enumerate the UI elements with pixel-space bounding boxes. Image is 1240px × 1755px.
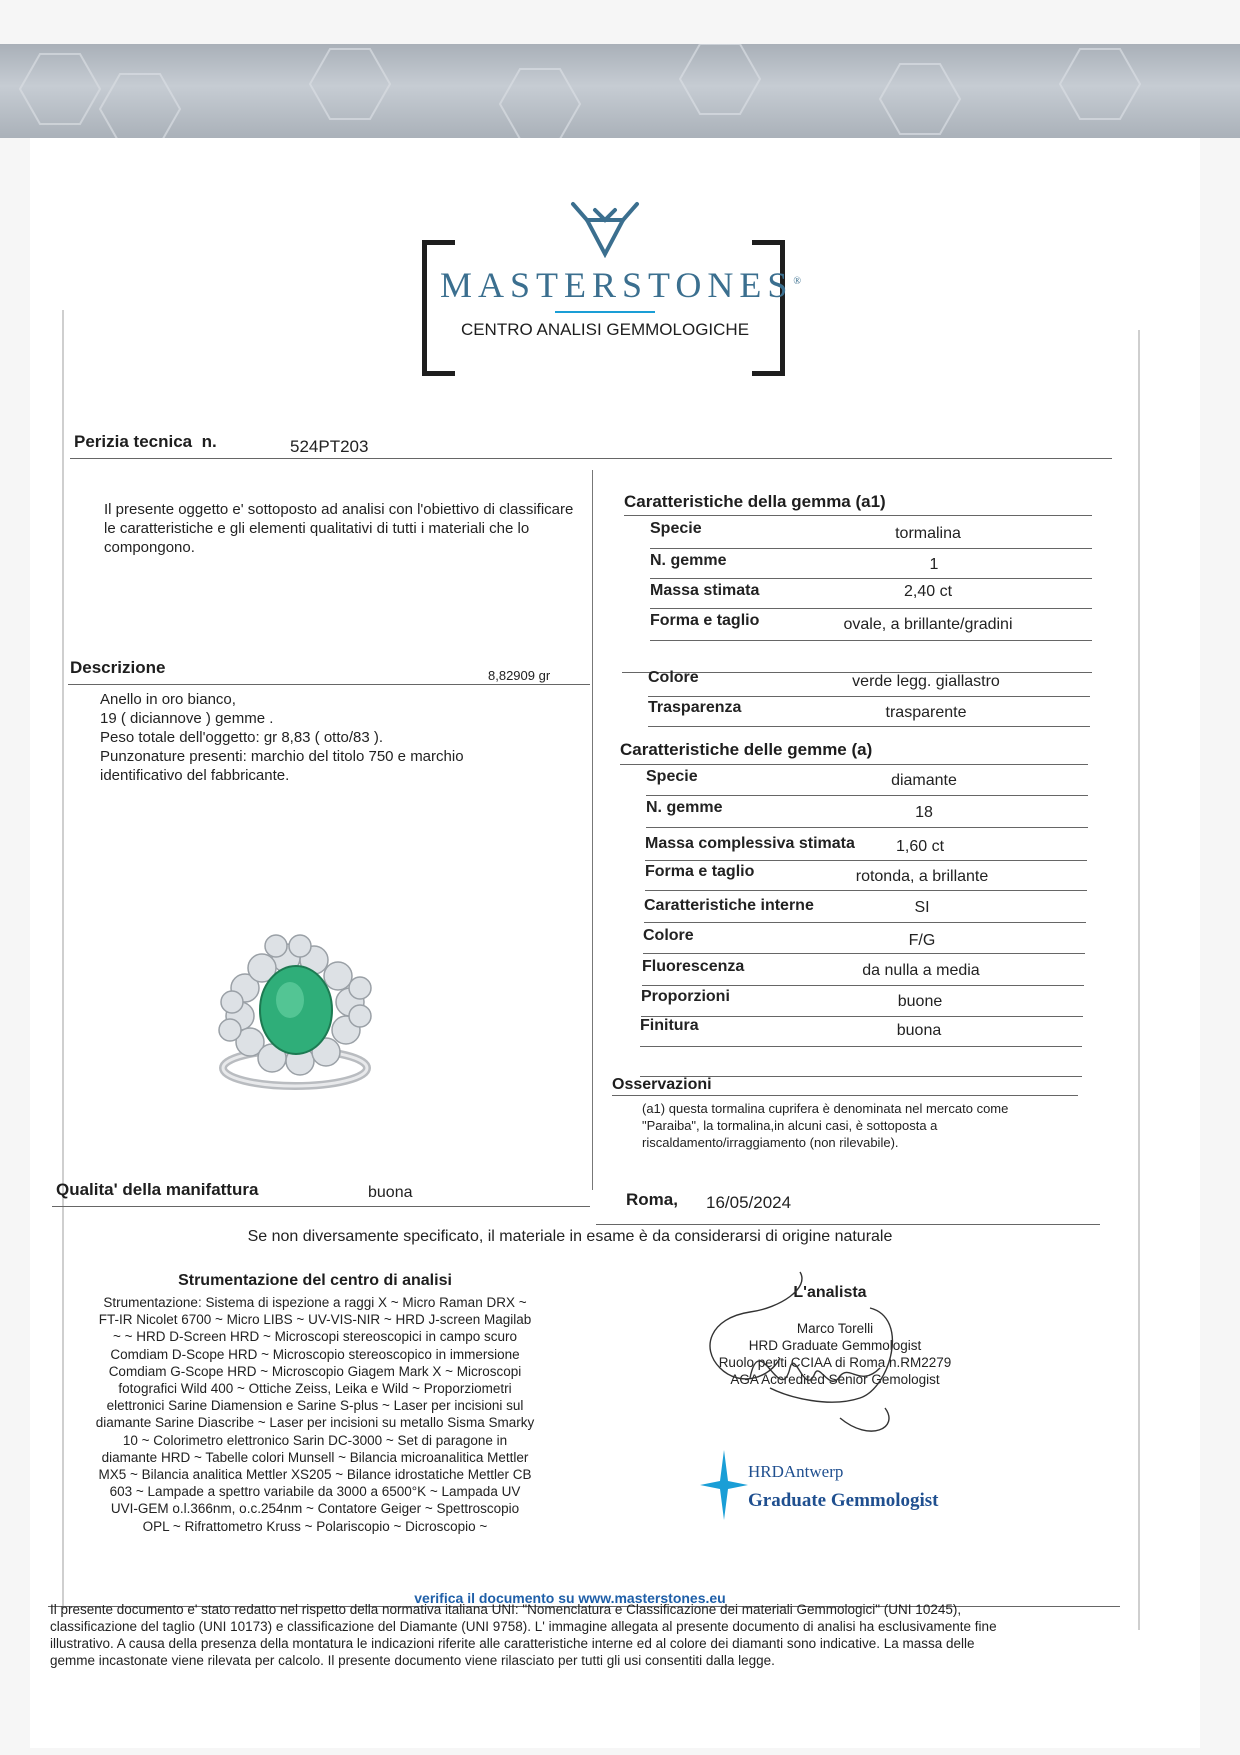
instrument-line: FT-IR Nicolet 6700 ~ Micro LIBS ~ UV-VIS-NIR ~ HRD J-screen Magilab	[98, 1312, 532, 1328]
analyst-line: Ruolo periti CCIAA di Roma n.RM2279	[718, 1355, 952, 1370]
instrument-line: 10 ~ Colorimetro elettronico Sarin DC-3000 ~ Set di paragone in	[122, 1432, 508, 1448]
analyst-title: L'analista	[793, 1284, 867, 1301]
row-rule	[642, 985, 1084, 986]
report-label: Perizia tecnica n.	[74, 432, 217, 451]
header-banner	[0, 44, 1240, 138]
hrd-logo-line1: HRDAntwerp	[748, 1462, 844, 1481]
hexagon-pattern	[0, 44, 1240, 138]
gem-a-species-value: diamante	[891, 772, 957, 789]
gem-a-color-label: Colore	[643, 927, 694, 944]
date-rule	[596, 1224, 1100, 1225]
page-border-right	[1138, 330, 1140, 1630]
footer-line: Il presente documento e' stato redatto nel rispetto della normativa italiana UNI: "Nomenclatura e Classificazione dei materiali Gemmologici" (UNI 10245),	[50, 1602, 962, 1617]
registered-mark: ®	[793, 276, 801, 287]
manufacture-value: buona	[368, 1184, 413, 1201]
gem-a-fluorescence-value: da nulla a media	[862, 962, 980, 979]
gem-a1-cut-value: ovale, a brillante/gradini	[843, 616, 1013, 633]
observations-rule	[612, 1095, 1078, 1096]
hrd-logo-line2: Graduate Gemmologist	[748, 1490, 939, 1511]
intro-text: Il presente oggetto e' sottoposto ad analisi con l'obiettivo di classificare le caratteristiche e gli elementi qualitativi di tutti i materiali che lo compongono.	[104, 501, 574, 556]
description-line: 19 ( diciannove ) gemme .	[100, 710, 274, 727]
verify-link[interactable]: verifica il documento su www.masterstones.eu	[414, 1590, 726, 1606]
brand-subtitle: CENTRO ANALISI GEMMOLOGICHE	[460, 320, 750, 339]
gem-a1-mass-value: 2,40 ct	[903, 583, 953, 600]
ring-photo	[210, 918, 380, 1098]
footer-line: classificazione del taglio (UNI 10173) e classificazione del Diamante (UNI 9758). L' immagine allegata al presente documento di analisi ha esclusivamente fine	[50, 1619, 997, 1634]
description-rule	[68, 684, 590, 685]
logo-bracket-right	[752, 240, 785, 376]
observation-line: riscaldamento/irraggiamento (non rilevabile).	[642, 1135, 899, 1150]
gem-a-count-value: 18	[915, 804, 933, 821]
instrument-line: Comdiam D-Scope HRD ~ Microscopio stereoscopico in immersione	[110, 1346, 520, 1362]
instrument-line: 603 ~ Lampade a spettro variabile da 3000 a 6500°K ~ Lampada UV	[109, 1484, 521, 1500]
row-rule	[641, 1016, 1083, 1017]
instrument-line: fotografici Wild 400 ~ Ottiche Zeiss, Leika e Wild ~ Proporziometri	[118, 1381, 512, 1397]
description-line: Peso totale dell'oggetto: gr 8,83 ( otto/83 ).	[100, 729, 384, 746]
brand-underline	[555, 311, 655, 313]
gem-a-proportions-label: Proporzioni	[641, 988, 730, 1005]
instrument-line: Comdiam G-Scope HRD ~ Microscopio Giagem Mark X ~ Microscopi	[108, 1363, 522, 1379]
place-label: Roma,	[626, 1190, 678, 1209]
gem-a1-rule	[624, 515, 1092, 516]
row-rule	[650, 608, 1092, 609]
hrd-star-icon	[700, 1450, 748, 1520]
gem-a1-color-label: Colore	[648, 669, 699, 686]
report-number: 524PT203	[290, 437, 369, 456]
observations-title: Osservazioni	[612, 1076, 712, 1093]
gem-a-mass-label: Massa complessiva stimata	[645, 835, 855, 852]
instrument-line: OPL ~ Rifrattometro Kruss ~ Polariscopio ~ Dicroscopio ~	[142, 1518, 488, 1534]
instrument-line: diamante HRD ~ Tabelle colori Munsell ~ Bilancia microanalitica Mettler	[101, 1449, 529, 1465]
row-rule	[643, 953, 1085, 954]
instrument-line: MX5 ~ Bilancia analitica Mettler XS205 ~ Bilance idrostatiche Mettler CB	[98, 1467, 532, 1483]
gem-a-rule	[620, 764, 1088, 765]
observation-line: (a1) questa tormalina cuprifera è denominata nel mercato come	[642, 1101, 1009, 1116]
row-rule	[648, 696, 1090, 697]
instrument-line: elettronici Sarine Diamension e Sarine S-plus ~ Laser per incisioni sul	[106, 1398, 524, 1414]
description-line: identificativo del fabbricante.	[100, 767, 290, 784]
row-rule	[650, 548, 1092, 549]
footer-legal	[50, 1601, 1130, 1683]
origin-note: Se non diversamente specificato, il materiale in esame è da considerarsi di origine naturale	[247, 1228, 893, 1245]
analyst-line: HRD Graduate Gemmologist	[748, 1338, 922, 1353]
gem-a1-count-value: 1	[929, 556, 939, 573]
instrument-line: Strumentazione: Sistema di ispezione a raggi X ~ Micro Raman DRX ~	[103, 1295, 527, 1310]
gem-a1-count-label: N. gemme	[650, 552, 727, 569]
instruments-title: Strumentazione del centro di analisi	[178, 1272, 452, 1289]
description-body	[100, 690, 464, 785]
header-rule	[70, 458, 1112, 459]
row-rule	[650, 578, 1092, 579]
row-rule	[645, 890, 1087, 891]
footer-line: gemme incastonate viene rilevata per calcolo. Il presente documento viene rilasciato per tutti gli usi consentiti dalla legge.	[50, 1653, 775, 1668]
gem-a-color-value: F/G	[908, 932, 936, 949]
observation-line: "Paraiba", la tormalina,in alcuni casi, è sottoposta a	[642, 1118, 938, 1133]
gem-a1-color-value: verde legg. giallastro	[852, 673, 1000, 690]
row-rule	[646, 827, 1088, 828]
gem-a-cut-label: Forma e taglio	[645, 863, 755, 880]
row-rule	[648, 726, 1090, 727]
instrument-line: ~ ~ HRD D-Screen HRD ~ Microscopi stereoscopici in campo scuro	[112, 1329, 517, 1345]
gem-a-species-label: Specie	[646, 768, 698, 785]
instrument-line: diamante Sarine Diascribe ~ Laser per incisioni su metallo Sisma Smarky	[95, 1415, 535, 1431]
gem-a1-transparency-label: Trasparenza	[648, 699, 742, 716]
description-weight: 8,82909 gr	[488, 668, 551, 683]
manufacture-rule	[52, 1206, 590, 1207]
row-rule	[644, 922, 1086, 923]
brand-wordmark: MASTERSTONES®	[440, 265, 801, 305]
description-line: Punzonature presenti: marchio del titolo 750 e marchio	[100, 748, 464, 765]
analyst-line: Marco Torelli	[796, 1321, 874, 1336]
analyst-signature	[690, 1268, 950, 1448]
report-date: 16/05/2024	[706, 1193, 792, 1212]
manufacture-label: Qualita' della manifattura	[56, 1180, 259, 1199]
gem-a-clarity-label: Caratteristiche interne	[644, 897, 814, 914]
row-rule	[650, 640, 1092, 641]
gem-a-finish-value: buona	[896, 1022, 942, 1039]
gem-a-clarity-value: SI	[914, 899, 930, 916]
logo-bracket-left	[422, 240, 455, 376]
gem-a-proportions-value: buone	[897, 993, 943, 1010]
masterstones-logo-icon	[565, 198, 645, 258]
gem-a-title: Caratteristiche delle gemme (a)	[620, 740, 873, 759]
gem-a-finish-label: Finitura	[640, 1017, 699, 1034]
row-rule	[640, 1046, 1082, 1047]
gem-a1-species-value: tormalina	[895, 525, 961, 542]
column-divider	[592, 470, 593, 1190]
description-line: Anello in oro bianco,	[100, 691, 236, 708]
description-title: Descrizione	[70, 658, 166, 677]
instruments-list	[52, 1294, 578, 1535]
gem-a1-species-label: Specie	[650, 520, 702, 537]
footer-line: illustrativo. A causa della presenza della montatura le indicazioni riferite alle caratteristiche interne ed al colore dei diamanti sono indicative. La massa delle	[50, 1636, 975, 1651]
gem-a-mass-value: 1,60 ct	[895, 838, 945, 855]
gem-a-count-label: N. gemme	[646, 799, 723, 816]
gem-a1-mass-label: Massa stimata	[650, 582, 760, 599]
gem-a-fluorescence-label: Fluorescenza	[642, 958, 745, 975]
row-rule	[646, 795, 1088, 796]
analyst-line: AGA Accredited Senior Gemologist	[730, 1372, 940, 1387]
row-rule	[645, 860, 1087, 861]
gem-a1-transparency-value: trasparente	[885, 704, 967, 721]
gem-a1-cut-label: Forma e taglio	[650, 612, 760, 629]
instrument-line: UVI-GEM o.l.366nm, o.c.254nm ~ Contatore Geiger ~ Spettroscopio	[110, 1501, 520, 1517]
gem-a1-title: Caratteristiche della gemma (a1)	[624, 492, 886, 511]
gem-a-cut-value: rotonda, a brillante	[855, 868, 989, 885]
observations-body	[642, 1100, 1008, 1151]
